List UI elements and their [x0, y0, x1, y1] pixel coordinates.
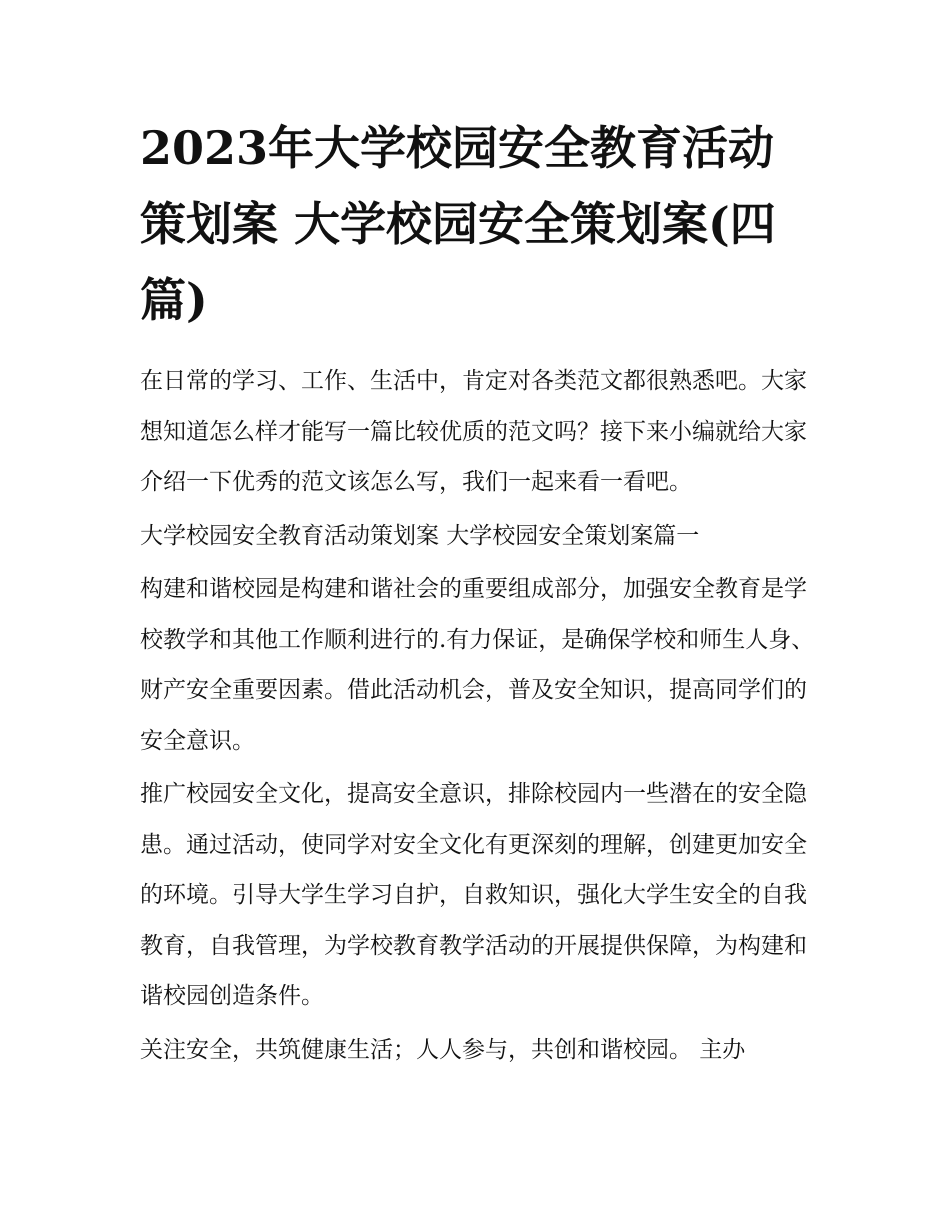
intro-paragraph: 在日常的学习、工作、生活中，肯定对各类范文都很熟悉吧。大家想知道怎么样才能写一篇比较优质的范文吗？接下来小编就给大家介绍一下优秀的范文该怎么写，我们一起来看一看吧。	[140, 368, 807, 495]
section-heading: 大学校园安全教育活动策划案 大学校园安全策划案篇一	[140, 522, 700, 549]
document-title: 2023年大学校园安全教育活动策划案 大学校园安全策划案(四篇)	[140, 121, 776, 327]
document-page	[140, 110, 820, 1078]
body-paragraph-theme: 关注安全，共筑健康生活；人人参与，共创和谐校园。 主办	[140, 1036, 746, 1063]
body-paragraph-goals: 推广校园安全文化，提高安全意识，排除校园内一些潜在的安全隐患。通过活动，使同学对安全文化有更深刻的理解，创建更加安全的环境。引导大学生学习自护，自救知识，强化大学生安全的自我教育，自我管理，为学校教育教学活动的开展提供保障，为构建和谐校园创造条件。	[140, 781, 807, 1009]
body-paragraph-purpose: 构建和谐校园是构建和谐社会的重要组成部分，加强安全教育是学校教学和其他工作顺利进行的.有力保证，是确保学校和师生人身、财产安全重要因素。借此活动机会，普及安全知识，提高同学们的安全意识。	[140, 576, 815, 754]
